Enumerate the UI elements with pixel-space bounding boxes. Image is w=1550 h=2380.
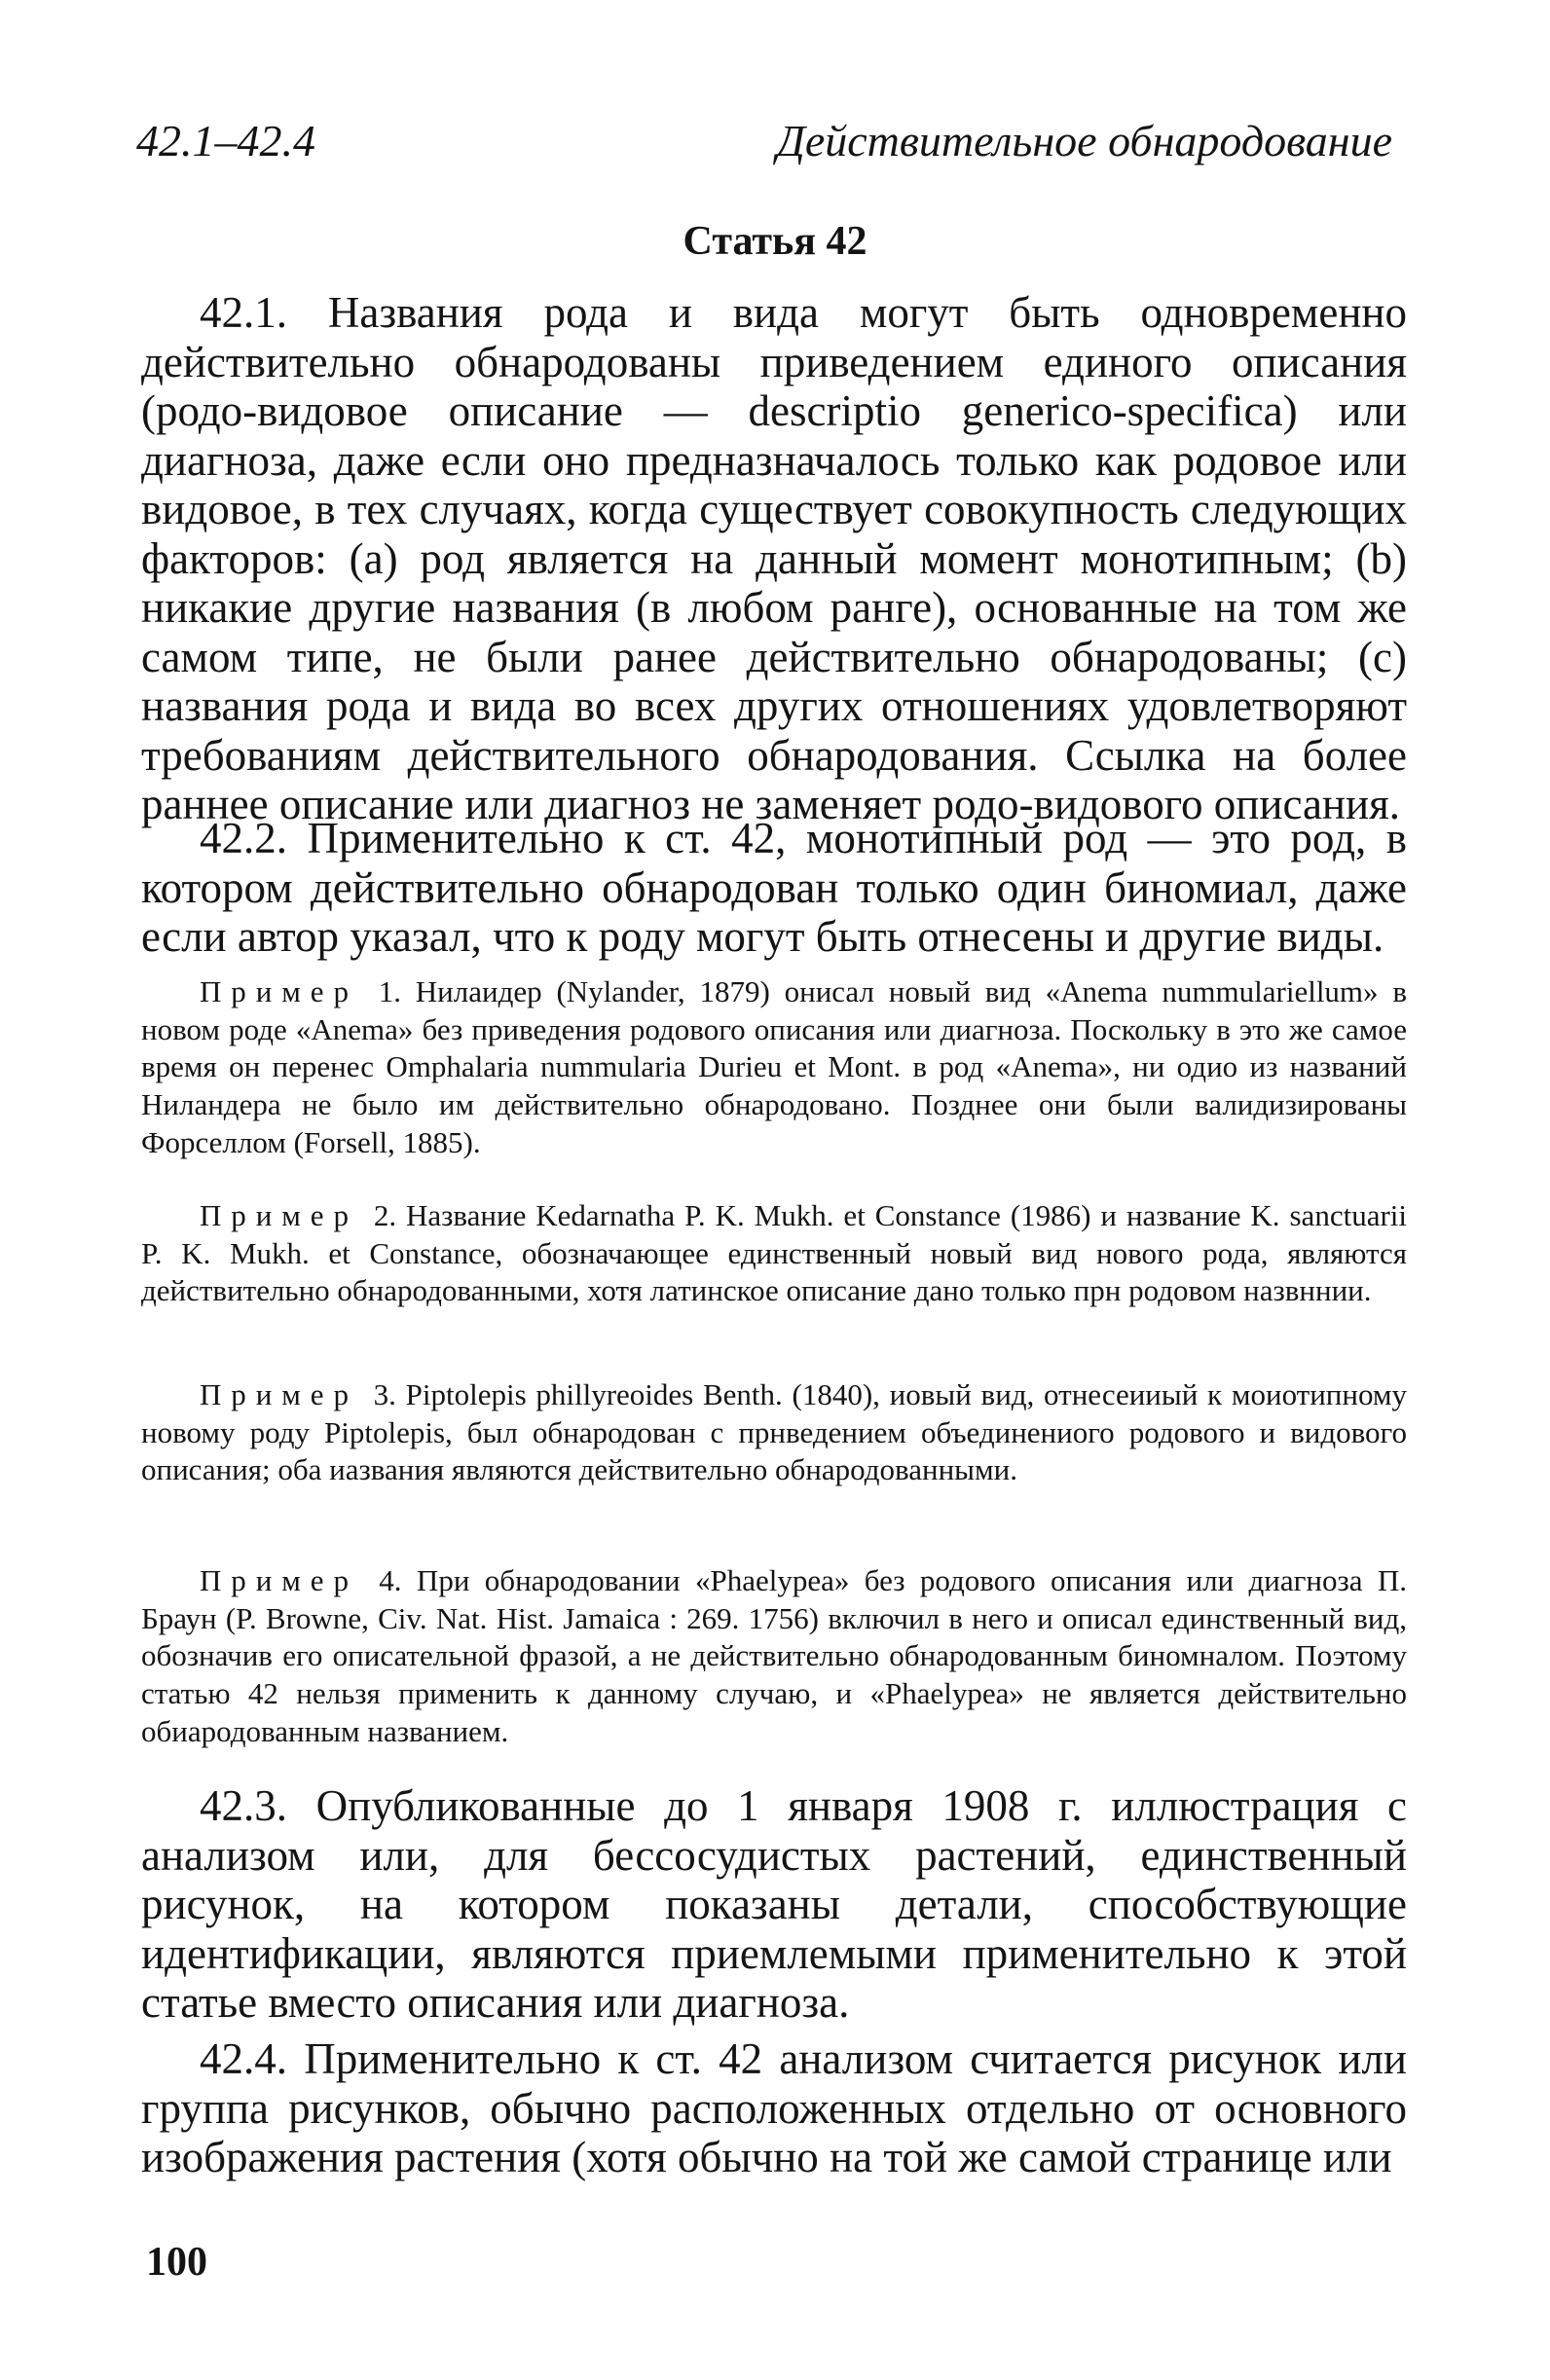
article-title: Статья 42	[683, 219, 867, 264]
paragraph-42-4: 42.4. Применительно к ст. 42 анализом считается рисунок или группа рисунков, обычно расположенных отдельно от основного изображения растения (хотя обычно на той же самой странице или	[141, 2034, 1407, 2181]
paragraph-42-1: 42.1. Названия рода и вида могут быть одновременно действительно обнародованы приведением единого описания (родо-видовое описание — descriptio generico-specifica) или диагноза, даже если оно предназначалось только как родовое или видовое, в тех случаях, когда существует совокупность следующих факторов: (a) род является на данный момент монотипным; (b) никакие другие названия (в любом ранге), основанные на том же самом типе, не были ранее действительно обнародованы; (c) названия рода и вида во всех других отношениях удовлетворяют требованиям действительного обнародования. Ссылка на более раннее описание или диагноз не заменяет родо-видового описания.	[141, 288, 1407, 828]
page-number: 100	[146, 2240, 207, 2285]
example-1	[141, 973, 1407, 1162]
paragraph-42-2: 42.2. Применительно к ст. 42, монотипный род — это род, в котором действительно обнародован только один биномиал, даже если автор указал, что к роду могут быть отнесены и другие виды.	[141, 814, 1407, 961]
running-title: Действительное обнародование	[776, 116, 1392, 165]
paragraph-42-3: 42.3. Опубликованные до 1 января 1908 г. иллюстрация с анализом или, для бессосудистых растений, единственный рисунок, на котором показаны детали, способствующие идентификации, являются приемлемыми применительно к этой статье вместо описания или диагноза.	[141, 1781, 1407, 2027]
example-label: Пример	[200, 1198, 358, 1232]
example-2	[141, 1197, 1407, 1310]
example-label: Пример	[200, 1377, 358, 1411]
running-header	[136, 115, 1392, 173]
example-text: 2. Название Kedarnatha P. K. Mukh. et Constance (1986) и название K. sanctuarii P. K. Mukh. et Constance, обозначающее единственный новый вид нового рода, являются действительно обнародованными, хотя латинское описание дано только прн родовом назвннии.	[141, 1198, 1408, 1308]
example-3	[141, 1376, 1407, 1489]
example-label: Пример	[200, 974, 358, 1008]
example-label: Пример	[200, 1563, 358, 1597]
example-text: 4. При обнародовании «Phaelypea» без родового описания или диагноза П. Браун (P. Browne, Civ. Nat. Hist. Jamaica : 269. 1756) включил в него и описал единственный вид, обозначив его описательной фразой, а не действительно обнародованным биномналом. Поэтому статью 42 нельзя применить к данному случаю, и «Phaelypea» не является действительно обиародованным названием.	[141, 1563, 1407, 1748]
example-text: 1. Нилаидер (Nylander, 1879) онисал новый вид «Anema nummulariellum» в новом роде «Anema» без приведения родового описания или диагноза. Поскольку в это же самое время он перенес Omphalaria nummularia Durieu et Mont. в род «Anema», ни одио из названий Нилaндера не было им действительно обнародовано. Позднее они были валидизированы Форселлом (Forsell, 1885).	[141, 974, 1408, 1159]
example-4	[141, 1562, 1407, 1751]
example-text: 3. Piptolepis phillyreoides Benth. (1840), иовый вид, отнесеииый к моиотипному новому роду Piptolepis, был обнародован с прнведением объединениого родового и видового описания; оба иазвания являются действительно обнародованными.	[141, 1377, 1408, 1487]
section-range: 42.1–42.4	[136, 116, 315, 165]
